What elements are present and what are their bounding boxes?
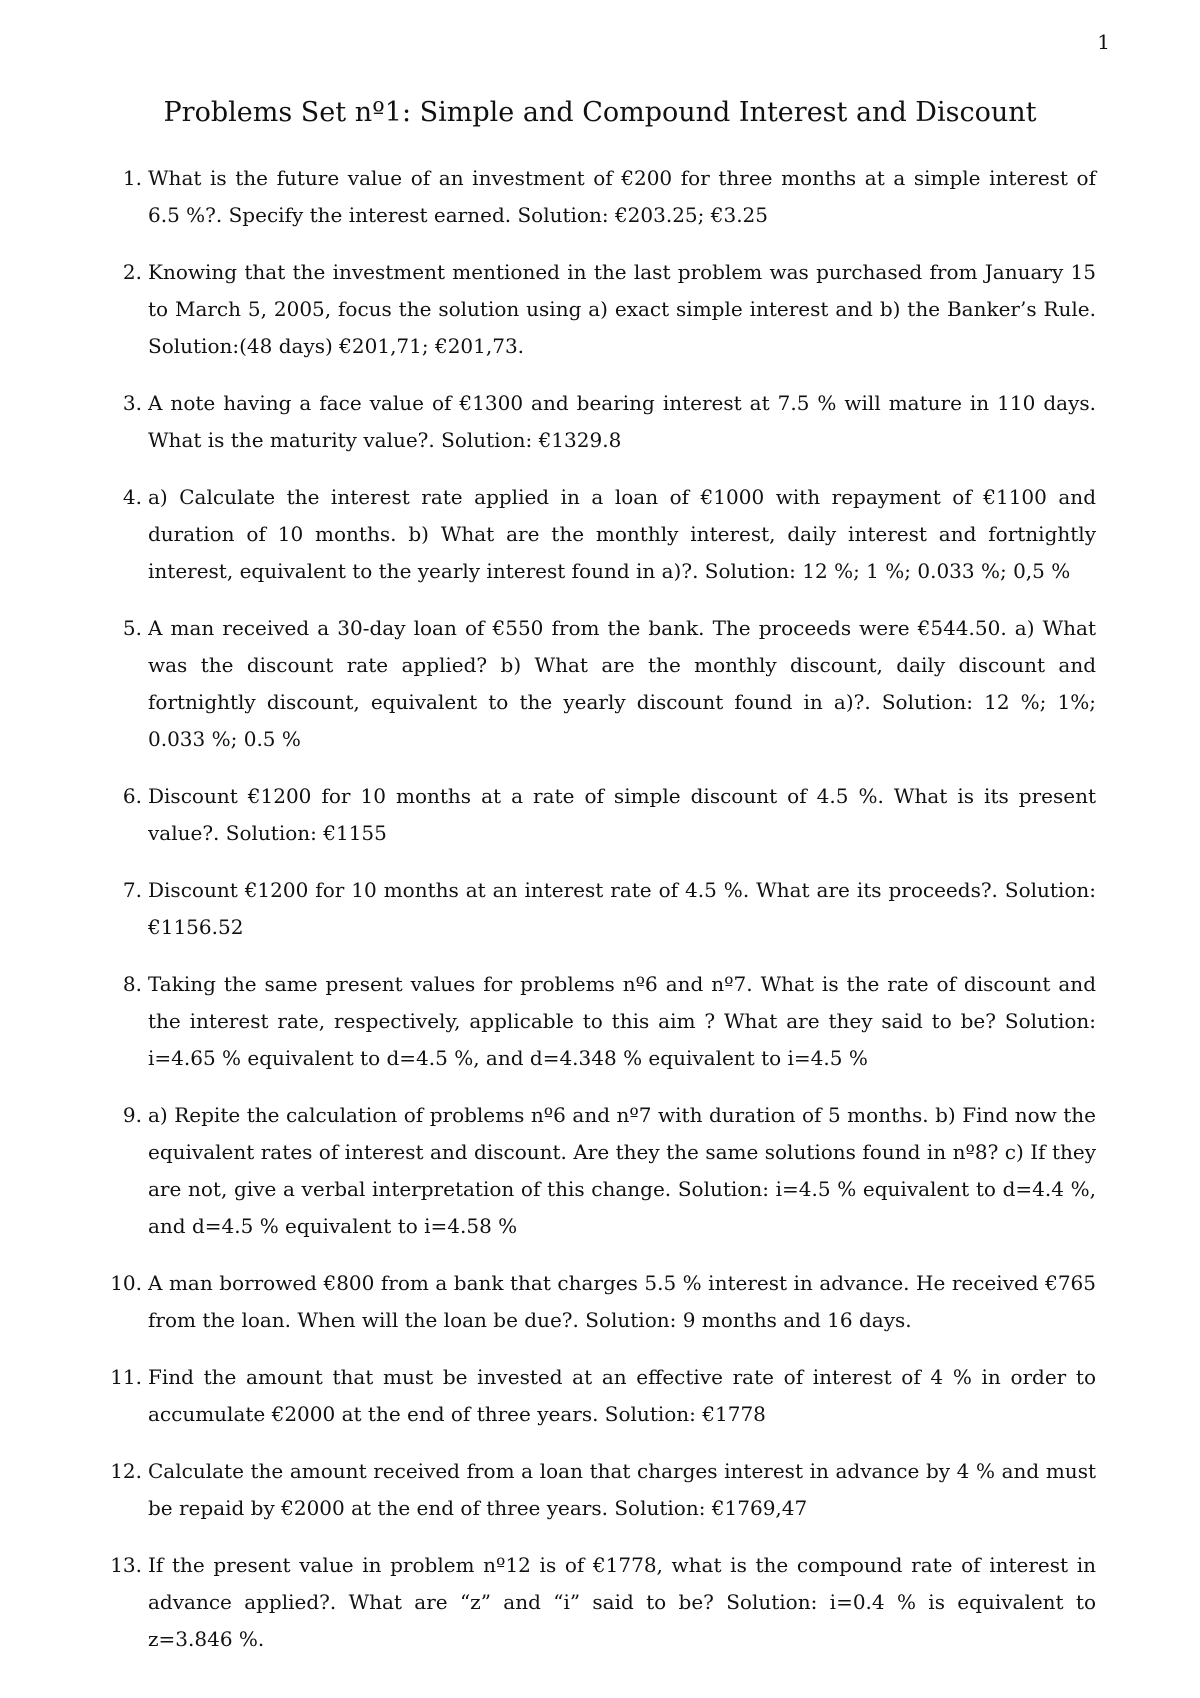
problem-item <box>100 1453 1096 1527</box>
problem-number: 3. <box>122 391 142 415</box>
problem-text: Discount €1200 for 10 months at an interest rate of 4.5 %. What are its proceeds?. Solution: €1156.52 <box>148 878 1096 939</box>
problem-number: 9. <box>122 1103 142 1127</box>
problem-number: 5. <box>122 616 142 640</box>
problem-item <box>100 778 1096 852</box>
problem-number: 8. <box>122 972 142 996</box>
problem-number: 4. <box>122 485 142 509</box>
problem-item <box>100 966 1096 1077</box>
problem-text: What is the future value of an investment of €200 for three months at a simple interest of 6.5 %?. Specify the interest earned. Solution: €203.25; €3.25 <box>148 166 1096 227</box>
problem-text: A man received a 30-day loan of €550 from the bank. The proceeds were €544.50. a) What was the discount rate applied? b) What are the monthly discount, daily discount and fortnightly discount, equivalent to the yearly discount found in a)?. Solution: 12 %; 1%; 0.033 %; 0.5 % <box>148 616 1096 751</box>
problem-number: 10. <box>110 1271 142 1295</box>
problem-item <box>100 385 1096 459</box>
page-number: 1 <box>1097 30 1110 54</box>
problem-list <box>100 160 1096 1678</box>
problem-item <box>100 610 1096 758</box>
problem-text: a) Repite the calculation of problems nº6 and nº7 with duration of 5 months. b) Find now the equivalent rates of interest and discount. Are they the same solutions found in nº8? c) If they are not, give a verbal interpretation of this change. Solution: i=4.5 % equivalent to d=4.4 %, and d=4.5 % equivalent to i=4.58 % <box>148 1103 1096 1238</box>
problem-item <box>100 1547 1096 1658</box>
problem-number: 2. <box>122 260 142 284</box>
problem-number: 1. <box>122 166 142 190</box>
problem-item <box>100 254 1096 365</box>
problem-text: Taking the same present values for problems nº6 and nº7. What is the rate of discount and the interest rate, respectively, applicable to this aim ? What are they said to be? Solution: i=4.65 % equivalent to d=4.5 %, and d=4.348 % equivalent to i=4.5 % <box>148 972 1096 1070</box>
problem-item <box>100 1359 1096 1433</box>
problem-text: Knowing that the investment mentioned in the last problem was purchased from January 15 to March 5, 2005, focus the solution using a) exact simple interest and b) the Banker’s Rule. Solution:(48 days) €201,71; €201,73. <box>148 260 1096 358</box>
problem-text: a) Calculate the interest rate applied in a loan of €1000 with repayment of €1100 and duration of 10 months. b) What are the monthly interest, daily interest and fortnightly interest, equivalent to the yearly interest found in a)?. Solution: 12 %; 1 %; 0.033 %; 0,5 % <box>148 485 1096 583</box>
problem-item <box>100 160 1096 234</box>
problem-text: Calculate the amount received from a loan that charges interest in advance by 4 % and must be repaid by €2000 at the end of three years. Solution: €1769,47 <box>148 1459 1096 1520</box>
problem-item <box>100 872 1096 946</box>
problem-text: If the present value in problem nº12 is of €1778, what is the compound rate of interest in advance applied?. What are “z” and “i” said to be? Solution: i=0.4 % is equivalent to z=3.846 %. <box>148 1553 1096 1651</box>
problem-number: 13. <box>110 1553 142 1577</box>
problem-number: 6. <box>122 784 142 808</box>
problem-text: Find the amount that must be invested at an effective rate of interest of 4 % in order to accumulate €2000 at the end of three years. Solution: €1778 <box>148 1365 1096 1426</box>
problem-number: 7. <box>122 878 142 902</box>
problem-item <box>100 479 1096 590</box>
problem-item <box>100 1097 1096 1245</box>
problem-text: Discount €1200 for 10 months at a rate of simple discount of 4.5 %. What is its present value?. Solution: €1155 <box>148 784 1096 845</box>
problem-number: 12. <box>110 1459 142 1483</box>
problem-text: A man borrowed €800 from a bank that charges 5.5 % interest in advance. He received €765 from the loan. When will the loan be due?. Solution: 9 months and 16 days. <box>148 1271 1096 1332</box>
page-title: Problems Set nº1: Simple and Compound Interest and Discount <box>163 97 1037 128</box>
problem-number: 11. <box>110 1365 142 1389</box>
problem-item <box>100 1265 1096 1339</box>
problem-text: A note having a face value of €1300 and bearing interest at 7.5 % will mature in 110 days. What is the maturity value?. Solution: €1329.8 <box>148 391 1096 452</box>
